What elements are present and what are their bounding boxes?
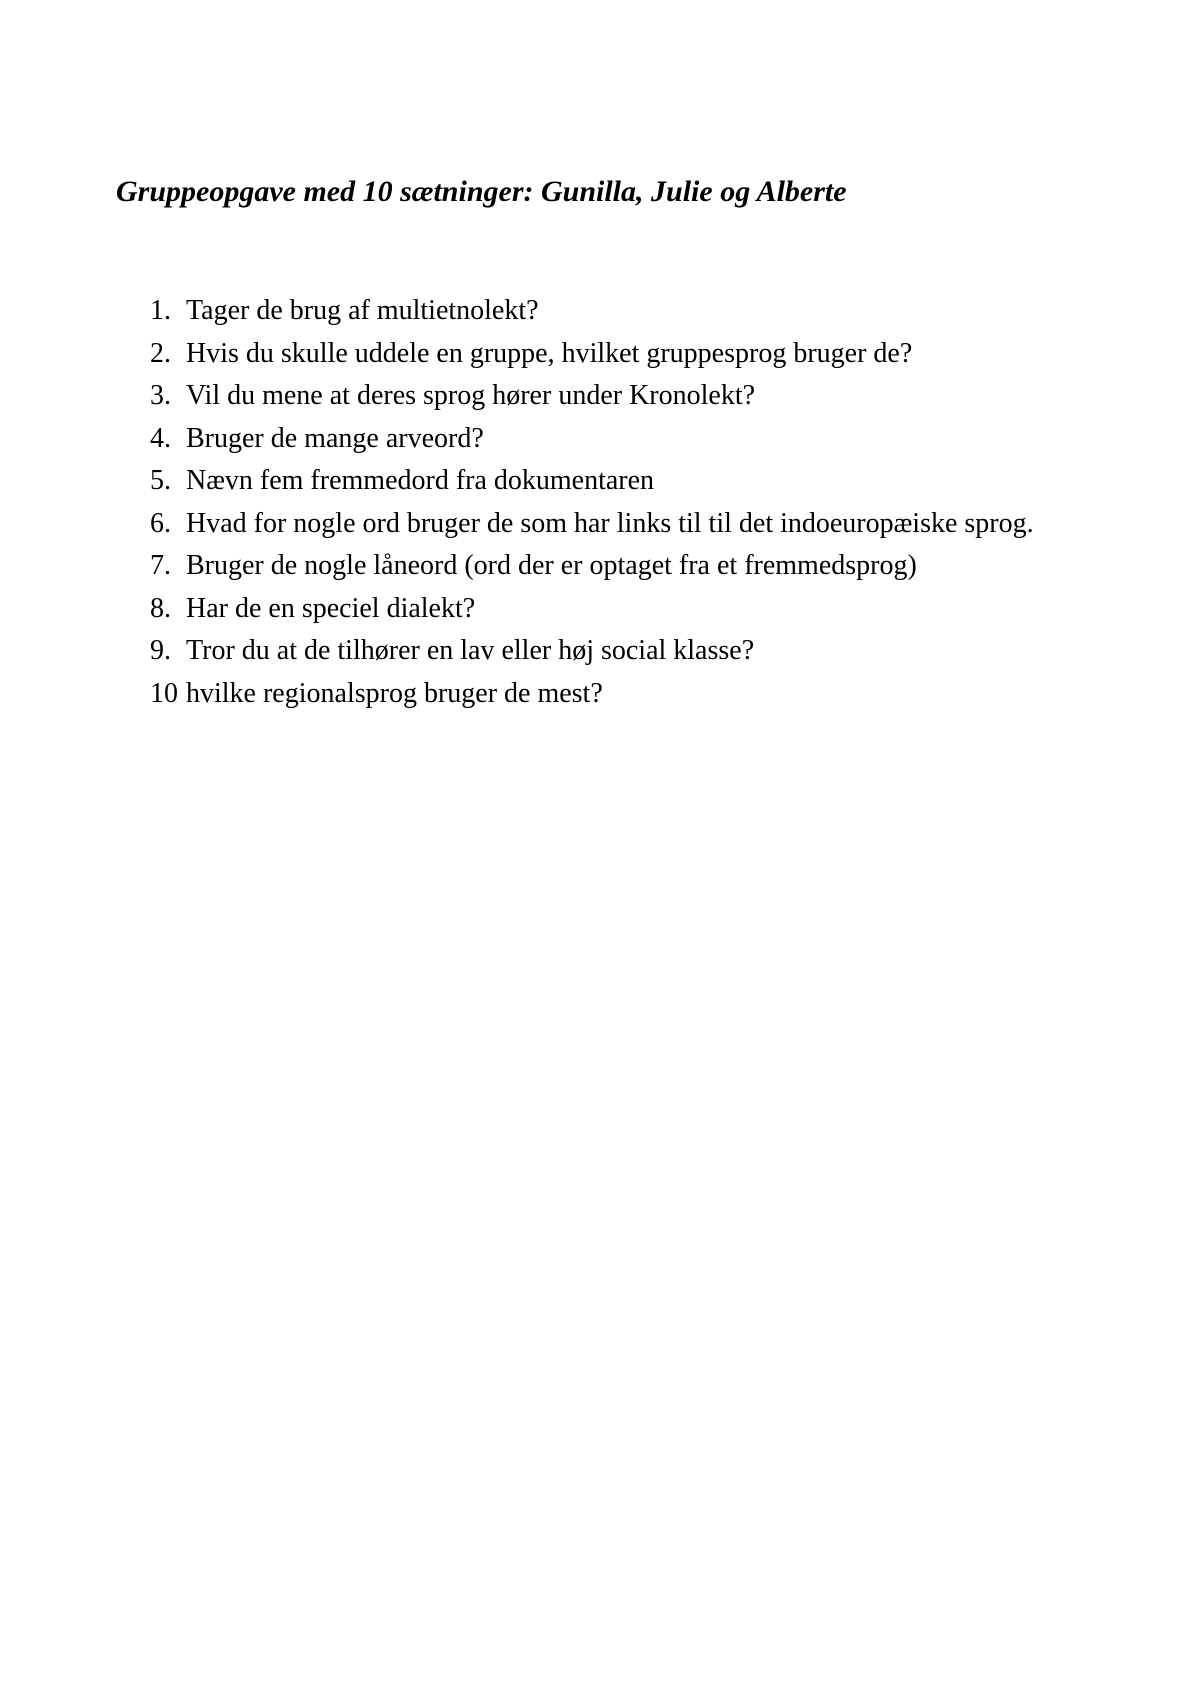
- question-text: hvilke regionalsprog bruger de mest?: [186, 677, 603, 709]
- question-text: Hvis du skulle uddele en gruppe, hvilket gruppesprog bruger de?: [186, 337, 913, 369]
- question-number: 2.: [150, 337, 171, 369]
- list-item: [150, 630, 1090, 673]
- list-item: [150, 588, 1090, 631]
- list-item: [150, 673, 1090, 716]
- page-title: Gruppeopgave med 10 sætninger: Gunilla, Julie og Alberte: [116, 175, 847, 208]
- list-item: [150, 545, 1090, 588]
- question-number: 4.: [150, 422, 171, 454]
- question-text: Har de en speciel dialekt?: [186, 592, 476, 624]
- list-item: [150, 290, 1090, 333]
- question-text: Tager de brug af multietnolekt?: [186, 295, 539, 326]
- list-item: [150, 460, 1090, 503]
- question-text: Hvad for nogle ord bruger de som har links til til det indoeuropæiske sprog.: [186, 507, 1034, 539]
- question-number: 9.: [150, 635, 171, 666]
- question-number: 10: [150, 677, 178, 709]
- question-text: Tror du at de tilhører en lav eller høj social klasse?: [186, 635, 755, 666]
- question-number: 8.: [150, 592, 171, 624]
- question-text: Bruger de mange arveord?: [186, 422, 484, 454]
- question-text: Nævn fem fremmedord fra dokumentaren: [186, 465, 655, 496]
- question-text: Bruger de nogle låneord (ord der er optaget fra et fremmedsprog): [186, 550, 917, 581]
- question-number: 7.: [150, 550, 171, 581]
- question-text: Vil du mene at deres sprog hører under Kronolekt?: [186, 380, 756, 411]
- question-number: 1.: [150, 295, 171, 326]
- question-list: [150, 290, 1090, 715]
- list-item: [150, 418, 1090, 461]
- question-number: 6.: [150, 507, 171, 539]
- question-number: 5.: [150, 465, 171, 496]
- question-number: 3.: [150, 380, 171, 411]
- list-item: [150, 503, 1090, 546]
- list-item: [150, 333, 1090, 376]
- list-item: [150, 375, 1090, 418]
